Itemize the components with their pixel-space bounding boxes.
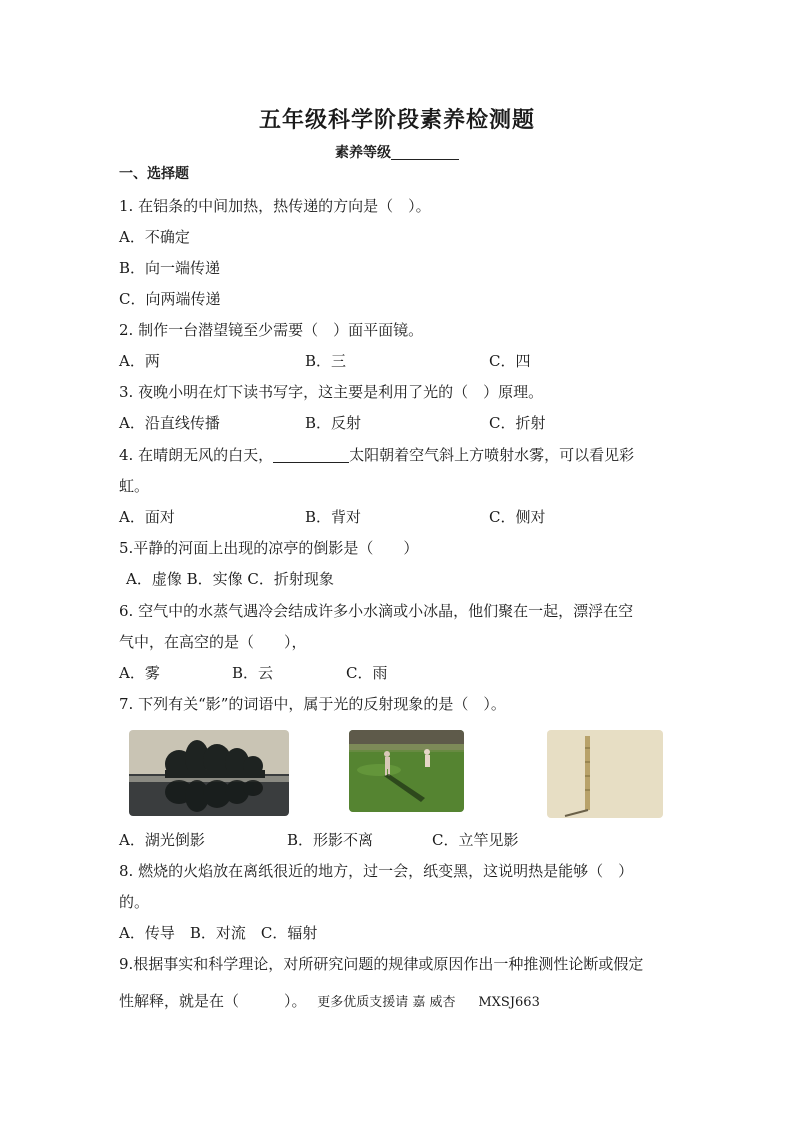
question-4: [119, 445, 634, 465]
q1-option-a[interactable]: A．不确定: [119, 228, 190, 246]
pole-shadow-image: [547, 730, 663, 818]
question-9-text2: 性解释，就是在（ ）。: [119, 992, 307, 1010]
grade-field: [0, 142, 794, 162]
question-4-line2: 虹。: [119, 477, 150, 495]
q6-option-b[interactable]: B．云: [232, 664, 274, 682]
promo-text: 更多优质支援请 嘉 威杏: [317, 995, 456, 1010]
shadow-on-grass-image: [349, 730, 464, 812]
q1-option-c[interactable]: C．向两端传递: [119, 290, 221, 308]
q7-option-c[interactable]: C．立竿见影: [432, 831, 519, 849]
question-9: 9.根据事实和科学理论，对所研究问题的规律或原因作出一种推测性论断或假定: [119, 955, 644, 973]
section-title: 一、选择题: [119, 166, 189, 182]
lake-reflection-image: [129, 730, 289, 816]
question-7: 7. 下列有关“影”的词语中，属于光的反射现象的是（ ）。: [119, 695, 506, 713]
question-6-line2: 气中，在高空的是（ ），: [119, 633, 307, 651]
question-1: 1. 在铝条的中间加热，热传递的方向是（ ）。: [119, 197, 431, 215]
pole-shadow-svg: [547, 730, 663, 818]
lake-reflection-svg: [129, 730, 289, 816]
question-4-part2: 太阳朝着空气斜上方喷射水雾，可以看见彩: [349, 446, 635, 464]
q3-option-b[interactable]: B．反射: [305, 414, 362, 432]
q6-option-c[interactable]: C．雨: [346, 664, 388, 682]
q4-option-c[interactable]: C．侧对: [489, 508, 546, 526]
q1-option-b[interactable]: B．向一端传递: [119, 259, 221, 277]
q7-option-b[interactable]: B．形影不离: [287, 831, 374, 849]
q4-option-a[interactable]: A．面对: [119, 508, 175, 526]
q3-option-c[interactable]: C．折射: [489, 414, 546, 432]
question-2: 2. 制作一台潜望镜至少需要（ ）面平面镜。: [119, 321, 424, 339]
grade-label: 素养等级: [335, 145, 391, 161]
question-9-line2: [119, 991, 540, 1013]
q6-option-a[interactable]: A．雾: [119, 664, 160, 682]
q4-option-b[interactable]: B．背对: [305, 508, 362, 526]
q3-option-a[interactable]: A．沿直线传播: [119, 414, 220, 432]
question-3: 3. 夜晚小明在灯下读书写字，这主要是利用了光的（ ）原理。: [119, 383, 544, 401]
q8-options[interactable]: A．传导 B．对流 C．辐射: [119, 924, 318, 942]
question-5: 5.平静的河面上出现的凉亭的倒影是（ ）: [119, 539, 419, 557]
grade-blank[interactable]: [391, 145, 459, 160]
shadow-on-grass-svg: [349, 730, 464, 812]
page-title: 五年级科学阶段素养检测题: [258, 107, 535, 133]
q4-blank[interactable]: [273, 447, 349, 463]
doc-code: MXSJ663: [478, 995, 540, 1010]
q5-options[interactable]: A．虚像 B．实像 C．折射现象: [126, 570, 334, 588]
q2-option-c[interactable]: C．四: [489, 352, 531, 370]
question-6: 6. 空气中的水蒸气遇冷会结成许多小水滴或小冰晶，他们聚在一起，漂浮在空: [119, 602, 634, 620]
q2-option-b[interactable]: B．三: [305, 352, 347, 370]
q7-option-a[interactable]: A．湖光倒影: [119, 831, 205, 849]
question-4-part1: 4. 在晴朗无风的白天，: [119, 446, 274, 464]
question-8: 8. 燃烧的火焰放在离纸很近的地方，过一会，纸变黑，这说明热是能够（ ）: [119, 862, 634, 880]
q2-option-a[interactable]: A．两: [119, 352, 160, 370]
question-8-line2: 的。: [119, 893, 150, 911]
